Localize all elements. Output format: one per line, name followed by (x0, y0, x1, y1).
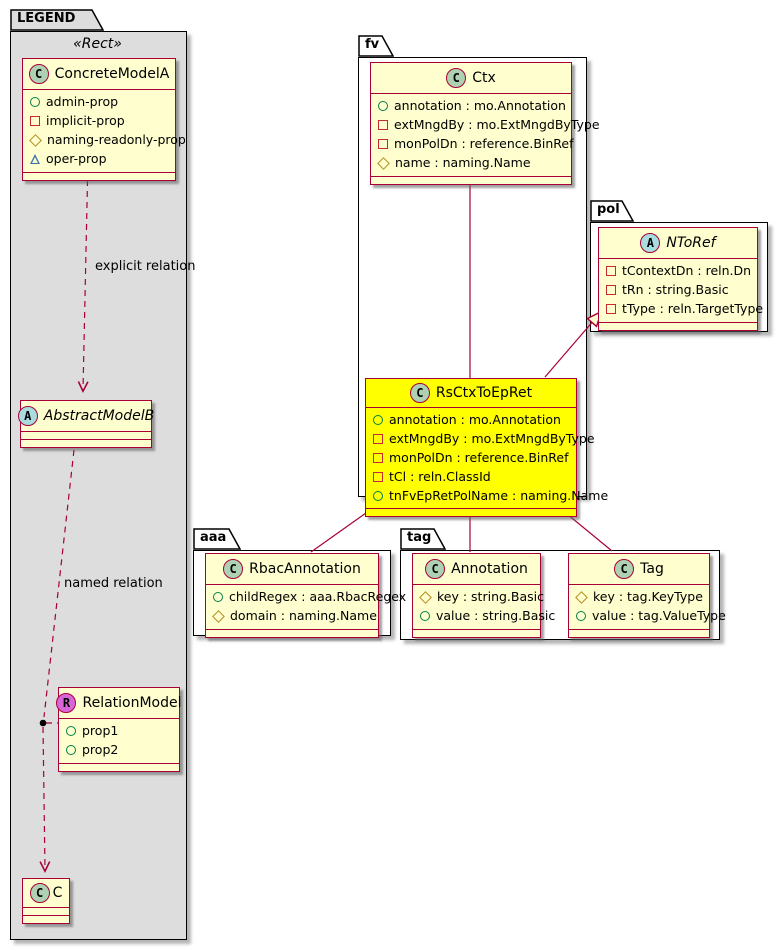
attribute-row (206, 607, 378, 626)
attribute-row (371, 97, 571, 116)
class-operations (21, 440, 151, 447)
attribute-row (366, 449, 576, 468)
class-title (599, 228, 757, 259)
attribute-text: prop2 (82, 741, 119, 757)
class-title (371, 63, 571, 94)
square-icon (373, 434, 383, 444)
attribute-text: childRegex : aaa.RbacRegex (229, 589, 407, 604)
attribute-text: extMngdBy : mo.ExtMngdByType (394, 116, 600, 132)
class-attributes (23, 90, 186, 173)
circle-icon (66, 745, 76, 755)
aaa-package-label: aaa (200, 530, 227, 545)
class-relation-model (58, 687, 180, 772)
class-rs-ctx-to-ep-ret (365, 378, 609, 517)
class-name: AbstractModelB (43, 408, 155, 424)
attribute-row (366, 487, 609, 506)
spot-c-icon: C (614, 559, 634, 579)
diamond-icon (419, 591, 432, 604)
explicit-relation-label: explicit relation (95, 259, 196, 274)
class-annotation (412, 553, 556, 638)
square-icon (606, 304, 616, 314)
attribute-text: tCl : reln.ClassId (389, 468, 491, 484)
named-relation-label: named relation (64, 576, 163, 591)
square-icon (606, 266, 616, 276)
spot-c-icon: C (223, 559, 243, 579)
attribute-row (23, 112, 175, 131)
class-title (23, 59, 175, 90)
pol-package-tab (590, 200, 634, 222)
square-icon (606, 285, 616, 295)
attribute-text: prop1 (82, 723, 119, 738)
class-attributes (366, 408, 609, 509)
tag-package-label: tag (407, 530, 432, 545)
attribute-row (599, 300, 764, 319)
class-abstract-model-b (20, 400, 155, 448)
circle-icon (378, 101, 388, 111)
class-operations (206, 630, 378, 637)
attribute-text: monPolDn : reference.BinRef (394, 135, 574, 151)
attribute-text: annotation : mo.Annotation (389, 412, 561, 427)
circle-icon (373, 491, 383, 501)
oper-triangle-icon (30, 154, 40, 164)
class-name: RsCtxToEpRet (435, 385, 533, 401)
class-name: Ctx (472, 70, 496, 86)
circle-icon (373, 415, 383, 425)
circle-icon (420, 611, 430, 621)
class-title (366, 379, 576, 408)
attribute-text: value : tag.ValueType (592, 607, 726, 623)
attribute-text: value : string.Basic (436, 607, 556, 623)
class-c (22, 878, 70, 924)
legend-stereotype: «Rect» (73, 36, 122, 52)
attribute-row (59, 722, 179, 741)
square-icon (373, 472, 383, 482)
class-attributes (23, 908, 69, 916)
spot-c-icon: C (29, 64, 49, 84)
spot-a-icon: A (18, 406, 38, 426)
attribute-text: name : naming.Name (395, 154, 531, 170)
attribute-row (371, 154, 571, 173)
fv-package-tab (358, 35, 394, 57)
attribute-text: implicit-prop (46, 112, 125, 128)
attribute-text: monPolDn : reference.BinRef (389, 449, 569, 465)
attribute-row (206, 588, 407, 607)
circle-icon (213, 592, 223, 602)
spot-c-icon: C (446, 68, 466, 88)
square-icon (373, 453, 383, 463)
attribute-row (413, 607, 556, 626)
attribute-row (23, 131, 186, 150)
admin-circle-icon (30, 97, 40, 107)
attribute-row (371, 135, 574, 154)
attribute-text: tType : reln.TargetType (622, 300, 764, 316)
attribute-row (569, 607, 726, 626)
attribute-row (599, 281, 757, 300)
spot-c-icon: C (30, 883, 50, 903)
class-attributes (599, 259, 764, 323)
class-name: RelationModel (82, 695, 182, 711)
attribute-row (366, 468, 576, 487)
tag-package-tab (400, 528, 446, 550)
class-n-to-ref (598, 227, 764, 331)
attribute-text: tRn : string.Basic (622, 281, 729, 297)
attribute-text: key : string.Basic (437, 589, 544, 604)
diamond-icon (575, 591, 588, 604)
class-tag (568, 553, 726, 638)
class-title (59, 688, 182, 719)
attribute-text: tnFvEpRetPolName : naming.Name (389, 487, 609, 503)
legend-package-label: LEGEND (17, 11, 76, 26)
class-operations (599, 323, 757, 330)
class-operations (23, 916, 69, 923)
class-name: Annotation (451, 561, 528, 577)
class-attributes (413, 585, 556, 630)
class-title (569, 554, 709, 585)
aaa-package-tab (193, 528, 241, 550)
attribute-row (23, 150, 175, 169)
attribute-row (366, 411, 576, 430)
naming-readonly-diamond-icon (29, 134, 42, 147)
attribute-row (23, 93, 175, 112)
class-title (23, 879, 69, 908)
class-operations (569, 630, 709, 637)
class-operations (413, 630, 540, 637)
class-operations (59, 764, 179, 771)
class-attributes (371, 94, 600, 177)
class-title (21, 401, 155, 432)
attribute-text: admin-prop (46, 94, 119, 109)
attribute-row (59, 741, 179, 760)
diamond-icon (377, 157, 390, 170)
attribute-text: key : tag.KeyType (593, 589, 703, 604)
class-operations (366, 509, 576, 516)
spot-c-icon: C (425, 559, 445, 579)
square-icon (378, 139, 388, 149)
class-concrete-model-a (22, 58, 186, 181)
class-name: NToRef (666, 235, 716, 251)
class-attributes (21, 432, 151, 440)
class-ctx (370, 62, 600, 185)
attribute-text: annotation : mo.Annotation (394, 98, 566, 113)
class-name: C (52, 885, 63, 901)
attribute-text: oper-prop (46, 150, 107, 166)
class-rbac-annotation (205, 553, 407, 638)
class-title (413, 554, 540, 585)
attribute-row (599, 262, 757, 281)
pol-package-label: pol (597, 202, 620, 217)
class-attributes (59, 719, 179, 764)
implicit-square-icon (30, 116, 40, 126)
attribute-row (413, 588, 544, 607)
class-operations (23, 173, 175, 180)
legend-package-tab (10, 9, 104, 31)
class-name: Tag (640, 561, 664, 577)
attribute-row (371, 116, 600, 135)
square-icon (378, 120, 388, 130)
class-attributes (569, 585, 726, 630)
attribute-text: tContextDn : reln.Dn (622, 263, 752, 278)
class-attributes (206, 585, 407, 630)
attribute-text: extMngdBy : mo.ExtMngdByType (389, 430, 595, 446)
class-title (206, 554, 378, 585)
class-operations (371, 177, 571, 184)
spot-c-icon: C (410, 383, 430, 403)
attribute-row (366, 430, 595, 449)
attribute-row (569, 588, 709, 607)
circle-icon (576, 611, 586, 621)
diamond-icon (212, 610, 225, 623)
attribute-text: naming-readonly-prop (47, 131, 186, 147)
circle-icon (66, 726, 76, 736)
spot-a-icon: A (640, 233, 660, 253)
class-name: ConcreteModelA (54, 66, 170, 82)
spot-r-icon: R (56, 693, 76, 713)
attribute-text: domain : naming.Name (230, 607, 377, 623)
class-name: RbacAnnotation (249, 561, 361, 577)
fv-package-label: fv (365, 37, 380, 52)
